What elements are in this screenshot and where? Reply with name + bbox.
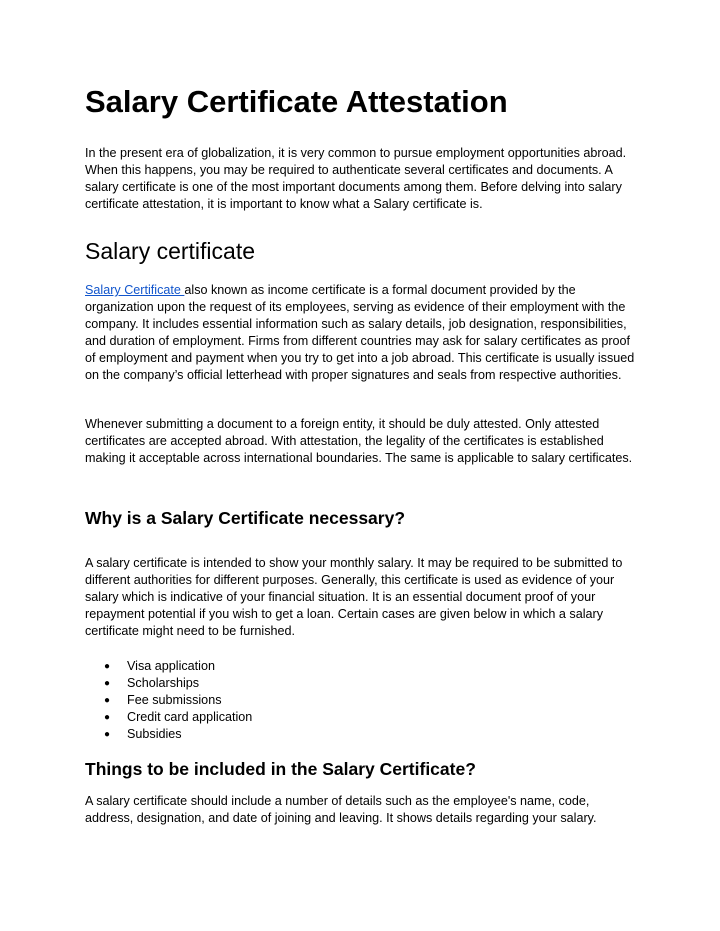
- why-necessary-paragraph: A salary certificate is intended to show your monthly salary. It may be required to be submitted to different authorities for different purposes. Generally, this certificate is used as evidence of your salary which is indicative of your financial situation. It is an essential document proof of your repayment potential if you wish to get a loan. Certain cases are given below in which a salary certificate might need to be furnished.: [85, 556, 623, 639]
- list-item: [85, 726, 252, 743]
- section-heading-things-included: Things to be included in the Salary Certificate?: [85, 759, 476, 779]
- salary-certificate-paragraph-text: also known as income certificate is a formal document provided by the organization upon the request of its employees, serving as evidence of their employment with the company. It includes essential information such as salary details, job designation, responsibilities, and duration of employment. Firms from different countries may ask for salary certificates as proof of employment and payment when you try to get into a job abroad. This certificate is usually issued on the company’s official letterhead with proper signatures and seals from respective authorities.: [85, 283, 635, 383]
- list-item: [85, 709, 252, 726]
- salary-certificate-link[interactable]: Salary Certificate: [85, 283, 185, 297]
- attestation-paragraph: Whenever submitting a document to a foreign entity, it should be duly attested. Only attested certificates are accepted abroad. With attestation, the legality of the certificates is established making it acceptable across international boundaries. The same is applicable to salary certificates.: [85, 417, 633, 466]
- section-heading-why-necessary: Why is a Salary Certificate necessary?: [85, 508, 406, 528]
- list-item: [85, 675, 252, 692]
- list-item-text: Subsidies: [127, 727, 182, 742]
- bullet-icon: ●: [104, 678, 111, 690]
- list-item: [85, 658, 252, 675]
- list-item: [85, 692, 252, 709]
- section-heading-salary-certificate: Salary certificate: [85, 238, 256, 264]
- page-title: Salary Certificate Attestation: [85, 84, 508, 119]
- bullet-icon: ●: [104, 729, 111, 741]
- list-item-text: Credit card application: [127, 710, 253, 725]
- cases-list: [85, 658, 252, 743]
- bullet-icon: ●: [104, 661, 111, 672]
- list-item-text: Visa application: [127, 659, 215, 673]
- list-item-text: Fee submissions: [127, 693, 222, 708]
- salary-certificate-paragraph: [85, 282, 637, 385]
- things-included-paragraph: A salary certificate should include a number of details such as the employee's name, code, address, designation, and date of joining and leaving. It shows details regarding your salary.: [85, 794, 597, 826]
- intro-paragraph: In the present era of globalization, it is very common to pursue employment opportunities abroad. When this happens, you may be required to authenticate several certificates and documents. A salary certificate is one of the most important documents among them. Before delving into salary certificate attestation, it is important to know what a Salary certificate is.: [85, 146, 627, 212]
- bullet-icon: ●: [104, 712, 111, 724]
- bullet-icon: ●: [104, 695, 111, 707]
- list-item-text: Scholarships: [127, 676, 200, 691]
